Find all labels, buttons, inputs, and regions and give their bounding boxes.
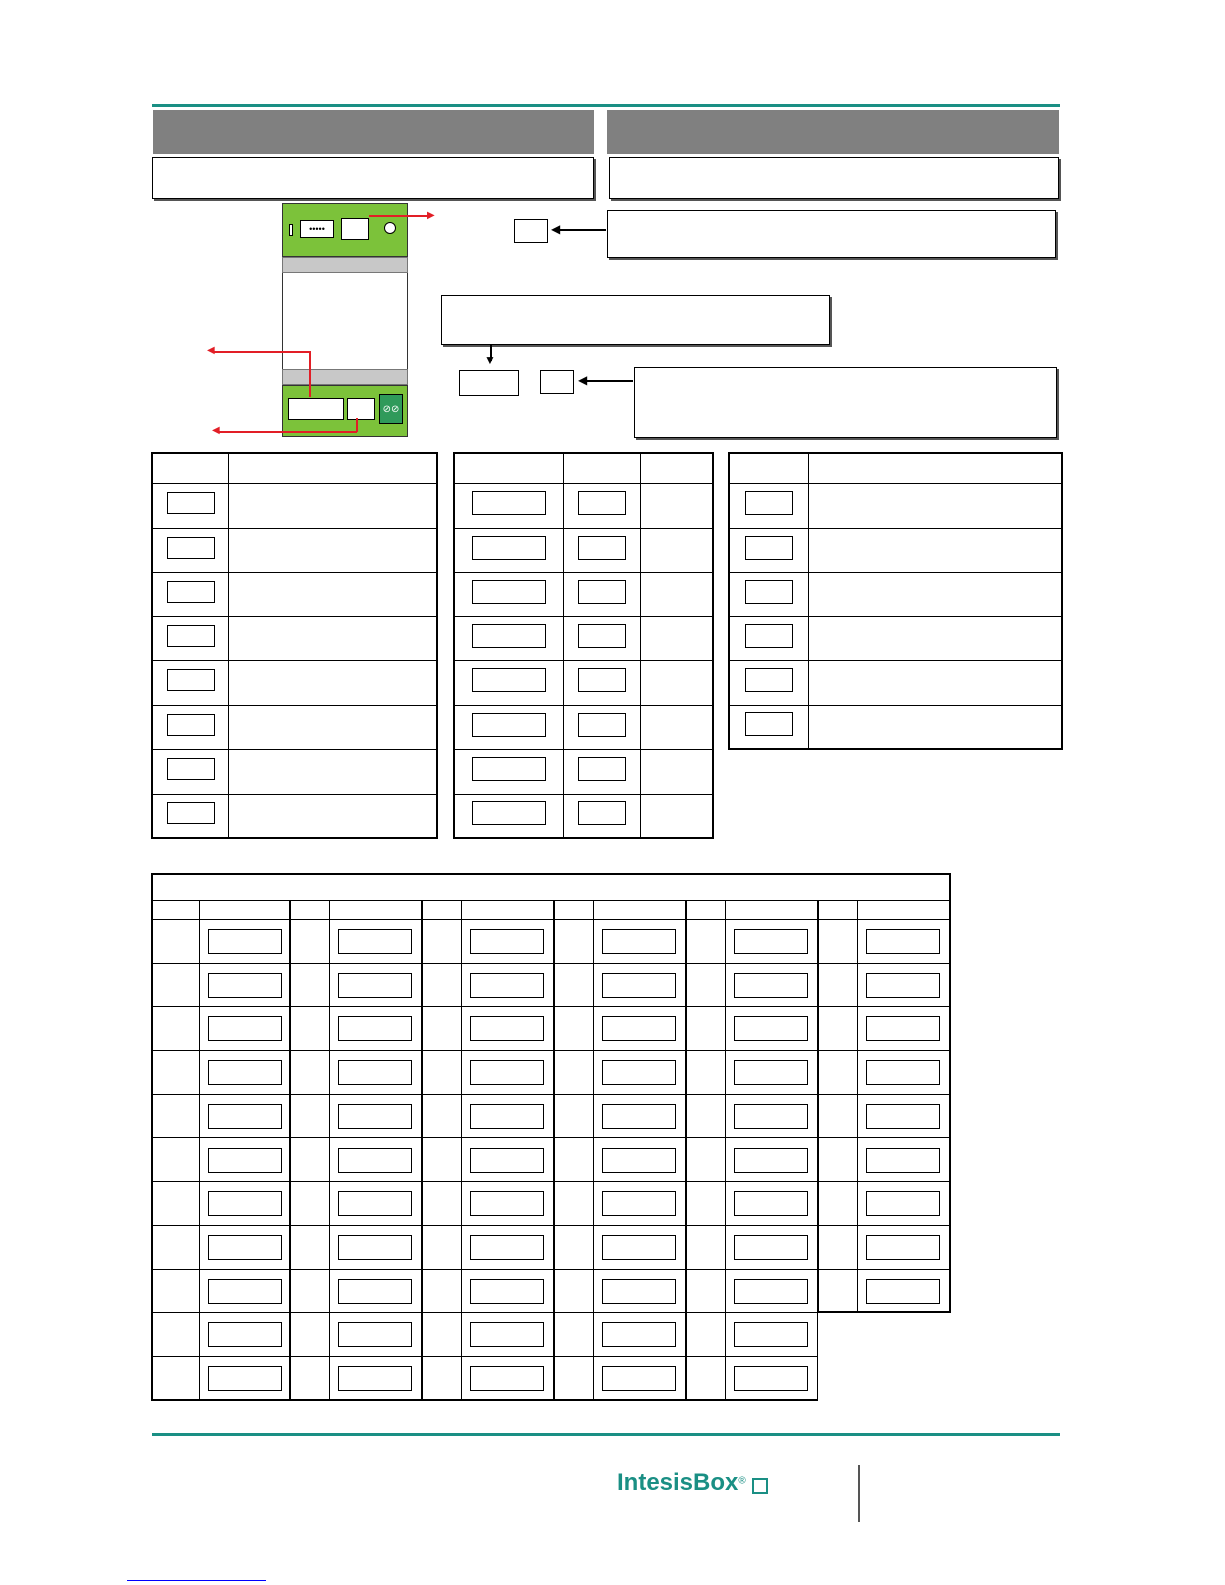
dip-icon-8 [866, 1148, 940, 1173]
address-row [687, 1095, 817, 1139]
address-row [555, 1051, 685, 1095]
leader-line-bot-h [219, 431, 357, 433]
dip-icon-8 [472, 668, 546, 692]
address-column-header [687, 900, 817, 920]
terminal-block: ⊘⊘ [379, 394, 403, 424]
callout-box-bottom [634, 367, 1057, 438]
dip-icon [167, 714, 215, 736]
dip-icon-8 [470, 1148, 544, 1173]
dip-icon [167, 758, 215, 780]
address-row [687, 1270, 817, 1314]
dip-icon-8 [472, 536, 546, 560]
dip-icon [745, 580, 793, 604]
dip-icon-4 [578, 624, 626, 648]
address-row [819, 1095, 949, 1139]
dip-icon-8 [208, 1322, 282, 1347]
leader-arrow-bot: ◀ [212, 425, 220, 436]
section-header-left [153, 110, 594, 154]
dip-icon-8 [866, 1016, 940, 1041]
address-row [291, 1226, 421, 1270]
address-row [291, 1051, 421, 1095]
dip-icon [745, 712, 793, 736]
address-row [423, 1357, 553, 1401]
address-row [153, 1270, 289, 1314]
dip-icon-8 [208, 1279, 282, 1304]
address-column-header [819, 900, 949, 920]
address-row [291, 1139, 421, 1183]
leader-arrow-mid: ◀ [207, 345, 215, 356]
address-column-group [151, 900, 290, 1401]
dip-icon-4 [578, 801, 626, 825]
dip-icon-8 [602, 1104, 676, 1129]
address-row [291, 1182, 421, 1226]
address-row [687, 1007, 817, 1051]
address-row [819, 964, 949, 1008]
address-row [291, 1007, 421, 1051]
dip-icon-4 [578, 491, 626, 515]
address-row [153, 964, 289, 1008]
dip-icon-8 [208, 973, 282, 998]
dip-icon-8 [470, 1322, 544, 1347]
dip-icon-8 [472, 491, 546, 515]
address-row [687, 920, 817, 964]
dip-icon-8 [338, 1148, 412, 1173]
dip-icon-8 [472, 580, 546, 604]
address-row [555, 1357, 685, 1401]
address-column-group [290, 900, 422, 1401]
dip-icon-8 [602, 1279, 676, 1304]
dip-icon-8 [734, 1016, 808, 1041]
dip-switch-8way [288, 398, 344, 420]
address-row [819, 1051, 949, 1095]
dip-icon-8 [338, 1016, 412, 1041]
dip-icon-8 [734, 929, 808, 954]
arrow-to-4way-top [556, 229, 606, 231]
dip-callout-8way [459, 370, 519, 396]
dip-icon-8 [338, 1322, 412, 1347]
device-diagram [282, 203, 408, 437]
address-row [291, 1313, 421, 1357]
address-row [291, 1357, 421, 1401]
registered-mark: ® [738, 1475, 746, 1487]
address-row [423, 1270, 553, 1314]
address-row [555, 1313, 685, 1357]
dip-icon-4 [578, 668, 626, 692]
dip-icon-8 [472, 713, 546, 737]
address-row [555, 1226, 685, 1270]
footer-divider [858, 1465, 860, 1522]
dip-callout-4way-bottom [540, 370, 574, 394]
dip-icon-8 [208, 1148, 282, 1173]
dip-icon-8 [602, 1016, 676, 1041]
address-row [423, 920, 553, 964]
footer-rule [152, 1433, 1060, 1436]
dip-icon-8 [472, 624, 546, 648]
pcb-bottom [282, 385, 408, 437]
section-header-right [607, 110, 1059, 154]
address-row [423, 1226, 553, 1270]
dip-icon [167, 625, 215, 647]
dip-icon-8 [470, 1016, 544, 1041]
address-column-header [423, 900, 553, 920]
dip-icon-8 [734, 973, 808, 998]
dip-icon-8 [472, 801, 546, 825]
brand-logo [617, 1469, 777, 1505]
address-column-header [291, 900, 421, 920]
dip-icon-8 [602, 1191, 676, 1216]
logo-icon [752, 1478, 768, 1494]
address-row [819, 1139, 949, 1183]
dip-icon-8 [338, 973, 412, 998]
address-row [819, 1007, 949, 1051]
dip-icon-8 [866, 1191, 940, 1216]
dip-icon [167, 492, 215, 514]
dip-icon-8 [338, 1191, 412, 1216]
address-row [819, 1270, 949, 1314]
address-row [423, 1139, 553, 1183]
table-c [728, 452, 1063, 750]
dip-icon-8 [338, 929, 412, 954]
dip-icon-4 [578, 580, 626, 604]
dip-icon-8 [470, 1060, 544, 1085]
address-row [819, 920, 949, 964]
address-row [153, 920, 289, 964]
address-row [153, 1226, 289, 1270]
address-row [153, 1139, 289, 1183]
arrow-to-4way-bottom [583, 380, 633, 382]
dip-icon-8 [338, 1366, 412, 1391]
dip-icon [167, 581, 215, 603]
arrowhead-down: ▼ [484, 353, 496, 367]
address-row [555, 1139, 685, 1183]
dip-icon-8 [866, 1235, 940, 1260]
dip-icon-8 [208, 1060, 282, 1085]
address-column-group [554, 900, 686, 1401]
dip-icon [745, 536, 793, 560]
dip-icon-8 [866, 1104, 940, 1129]
address-row [687, 1182, 817, 1226]
address-row [555, 1270, 685, 1314]
leader-line-top [369, 215, 429, 217]
port-connector: ••••• [300, 220, 334, 238]
dip-icon-8 [470, 1279, 544, 1304]
dip-icon-8 [470, 1366, 544, 1391]
address-row [819, 1182, 949, 1226]
leader-arrow-top: ▶ [427, 210, 435, 221]
address-row [687, 1051, 817, 1095]
dip-icon-8 [470, 1104, 544, 1129]
dip-icon [745, 668, 793, 692]
header-rule [152, 104, 1060, 107]
section-subbox-left [152, 157, 594, 199]
address-column-header [153, 900, 289, 920]
address-table [151, 873, 951, 1401]
logo-text: IntesisBox [617, 1469, 739, 1496]
address-row [423, 1313, 553, 1357]
pcb-top [282, 203, 408, 257]
dip-icon [167, 669, 215, 691]
callout-box-top [607, 210, 1056, 258]
dip-icon [745, 624, 793, 648]
dip-icon-8 [470, 973, 544, 998]
dip-icon-8 [734, 1148, 808, 1173]
dip-icon-4 [578, 713, 626, 737]
dip-icon-8 [208, 1235, 282, 1260]
address-column-group [818, 900, 951, 1313]
label-strip-bottom [282, 369, 408, 385]
dip-icon-8 [208, 1191, 282, 1216]
dip-icon-8 [470, 1235, 544, 1260]
address-row [153, 1357, 289, 1401]
dip-icon-8 [470, 929, 544, 954]
arrowhead-4way-bottom: ◀ [578, 373, 588, 387]
reset-button [384, 222, 396, 234]
leader-line-mid-h [214, 351, 310, 353]
address-row [687, 964, 817, 1008]
address-row [687, 1139, 817, 1183]
address-row [423, 1182, 553, 1226]
dip-icon-8 [602, 1148, 676, 1173]
address-row [555, 1182, 685, 1226]
footer-link-underline[interactable] [127, 1580, 266, 1581]
address-row [153, 1095, 289, 1139]
address-row [291, 964, 421, 1008]
address-row [555, 1095, 685, 1139]
dip-icon-8 [602, 1235, 676, 1260]
address-row [153, 1313, 289, 1357]
dip-icon-8 [866, 1060, 940, 1085]
dip-icon-8 [866, 1279, 940, 1304]
address-row [291, 1095, 421, 1139]
address-column-group [686, 900, 818, 1401]
address-row [291, 1270, 421, 1314]
dip-icon-8 [338, 1235, 412, 1260]
dip-icon-8 [472, 757, 546, 781]
dip-icon-8 [208, 1104, 282, 1129]
address-row [423, 1051, 553, 1095]
leader-line-mid-v [309, 351, 311, 397]
address-row [153, 1182, 289, 1226]
address-row [687, 1226, 817, 1270]
address-row [555, 1007, 685, 1051]
table-b [453, 452, 714, 839]
dip-icon-8 [208, 1366, 282, 1391]
dip-icon-8 [734, 1366, 808, 1391]
led-indicator [289, 224, 293, 236]
dip-icon-8 [208, 929, 282, 954]
dip-icon-8 [602, 1366, 676, 1391]
dip-icon-8 [338, 1279, 412, 1304]
dip-icon-8 [338, 1104, 412, 1129]
dip-icon-8 [866, 929, 940, 954]
address-row [555, 920, 685, 964]
dip-icon-8 [338, 1060, 412, 1085]
section-subbox-right [609, 157, 1059, 199]
address-column-header [555, 900, 685, 920]
dip-icon-8 [208, 1016, 282, 1041]
dip-switch-top [341, 218, 369, 240]
address-row [687, 1313, 817, 1357]
dip-icon-4 [578, 536, 626, 560]
dip-icon-4 [578, 757, 626, 781]
dip-icon-8 [734, 1322, 808, 1347]
address-row [153, 1051, 289, 1095]
device-body [282, 273, 408, 369]
address-row [819, 1226, 949, 1270]
dip-icon-8 [602, 1322, 676, 1347]
address-row [423, 1007, 553, 1051]
dip-icon-8 [602, 1060, 676, 1085]
table-a [151, 452, 438, 839]
dip-switch-4way [347, 398, 375, 420]
address-row [423, 964, 553, 1008]
dip-icon-8 [602, 929, 676, 954]
callout-box-middle [441, 295, 830, 345]
dip-icon-8 [734, 1104, 808, 1129]
dip-icon-8 [734, 1279, 808, 1304]
dip-icon [745, 491, 793, 515]
address-row [687, 1357, 817, 1401]
address-row [423, 1095, 553, 1139]
dip-icon [167, 802, 215, 824]
dip-icon-8 [866, 973, 940, 998]
address-table-title-row [151, 873, 951, 901]
address-table-grid [151, 900, 951, 1401]
address-column-group [422, 900, 554, 1401]
dip-icon-8 [734, 1191, 808, 1216]
dip-icon-8 [734, 1060, 808, 1085]
address-row [555, 964, 685, 1008]
address-row [153, 1007, 289, 1051]
dip-icon-8 [602, 973, 676, 998]
dip-icon [167, 537, 215, 559]
label-strip-top [282, 257, 408, 273]
address-row [291, 920, 421, 964]
dip-icon-8 [734, 1235, 808, 1260]
dip-callout-4way-top [514, 219, 548, 243]
leader-line-bot-v [356, 418, 358, 432]
arrowhead-4way-top: ◀ [551, 222, 561, 236]
dip-icon-8 [470, 1191, 544, 1216]
